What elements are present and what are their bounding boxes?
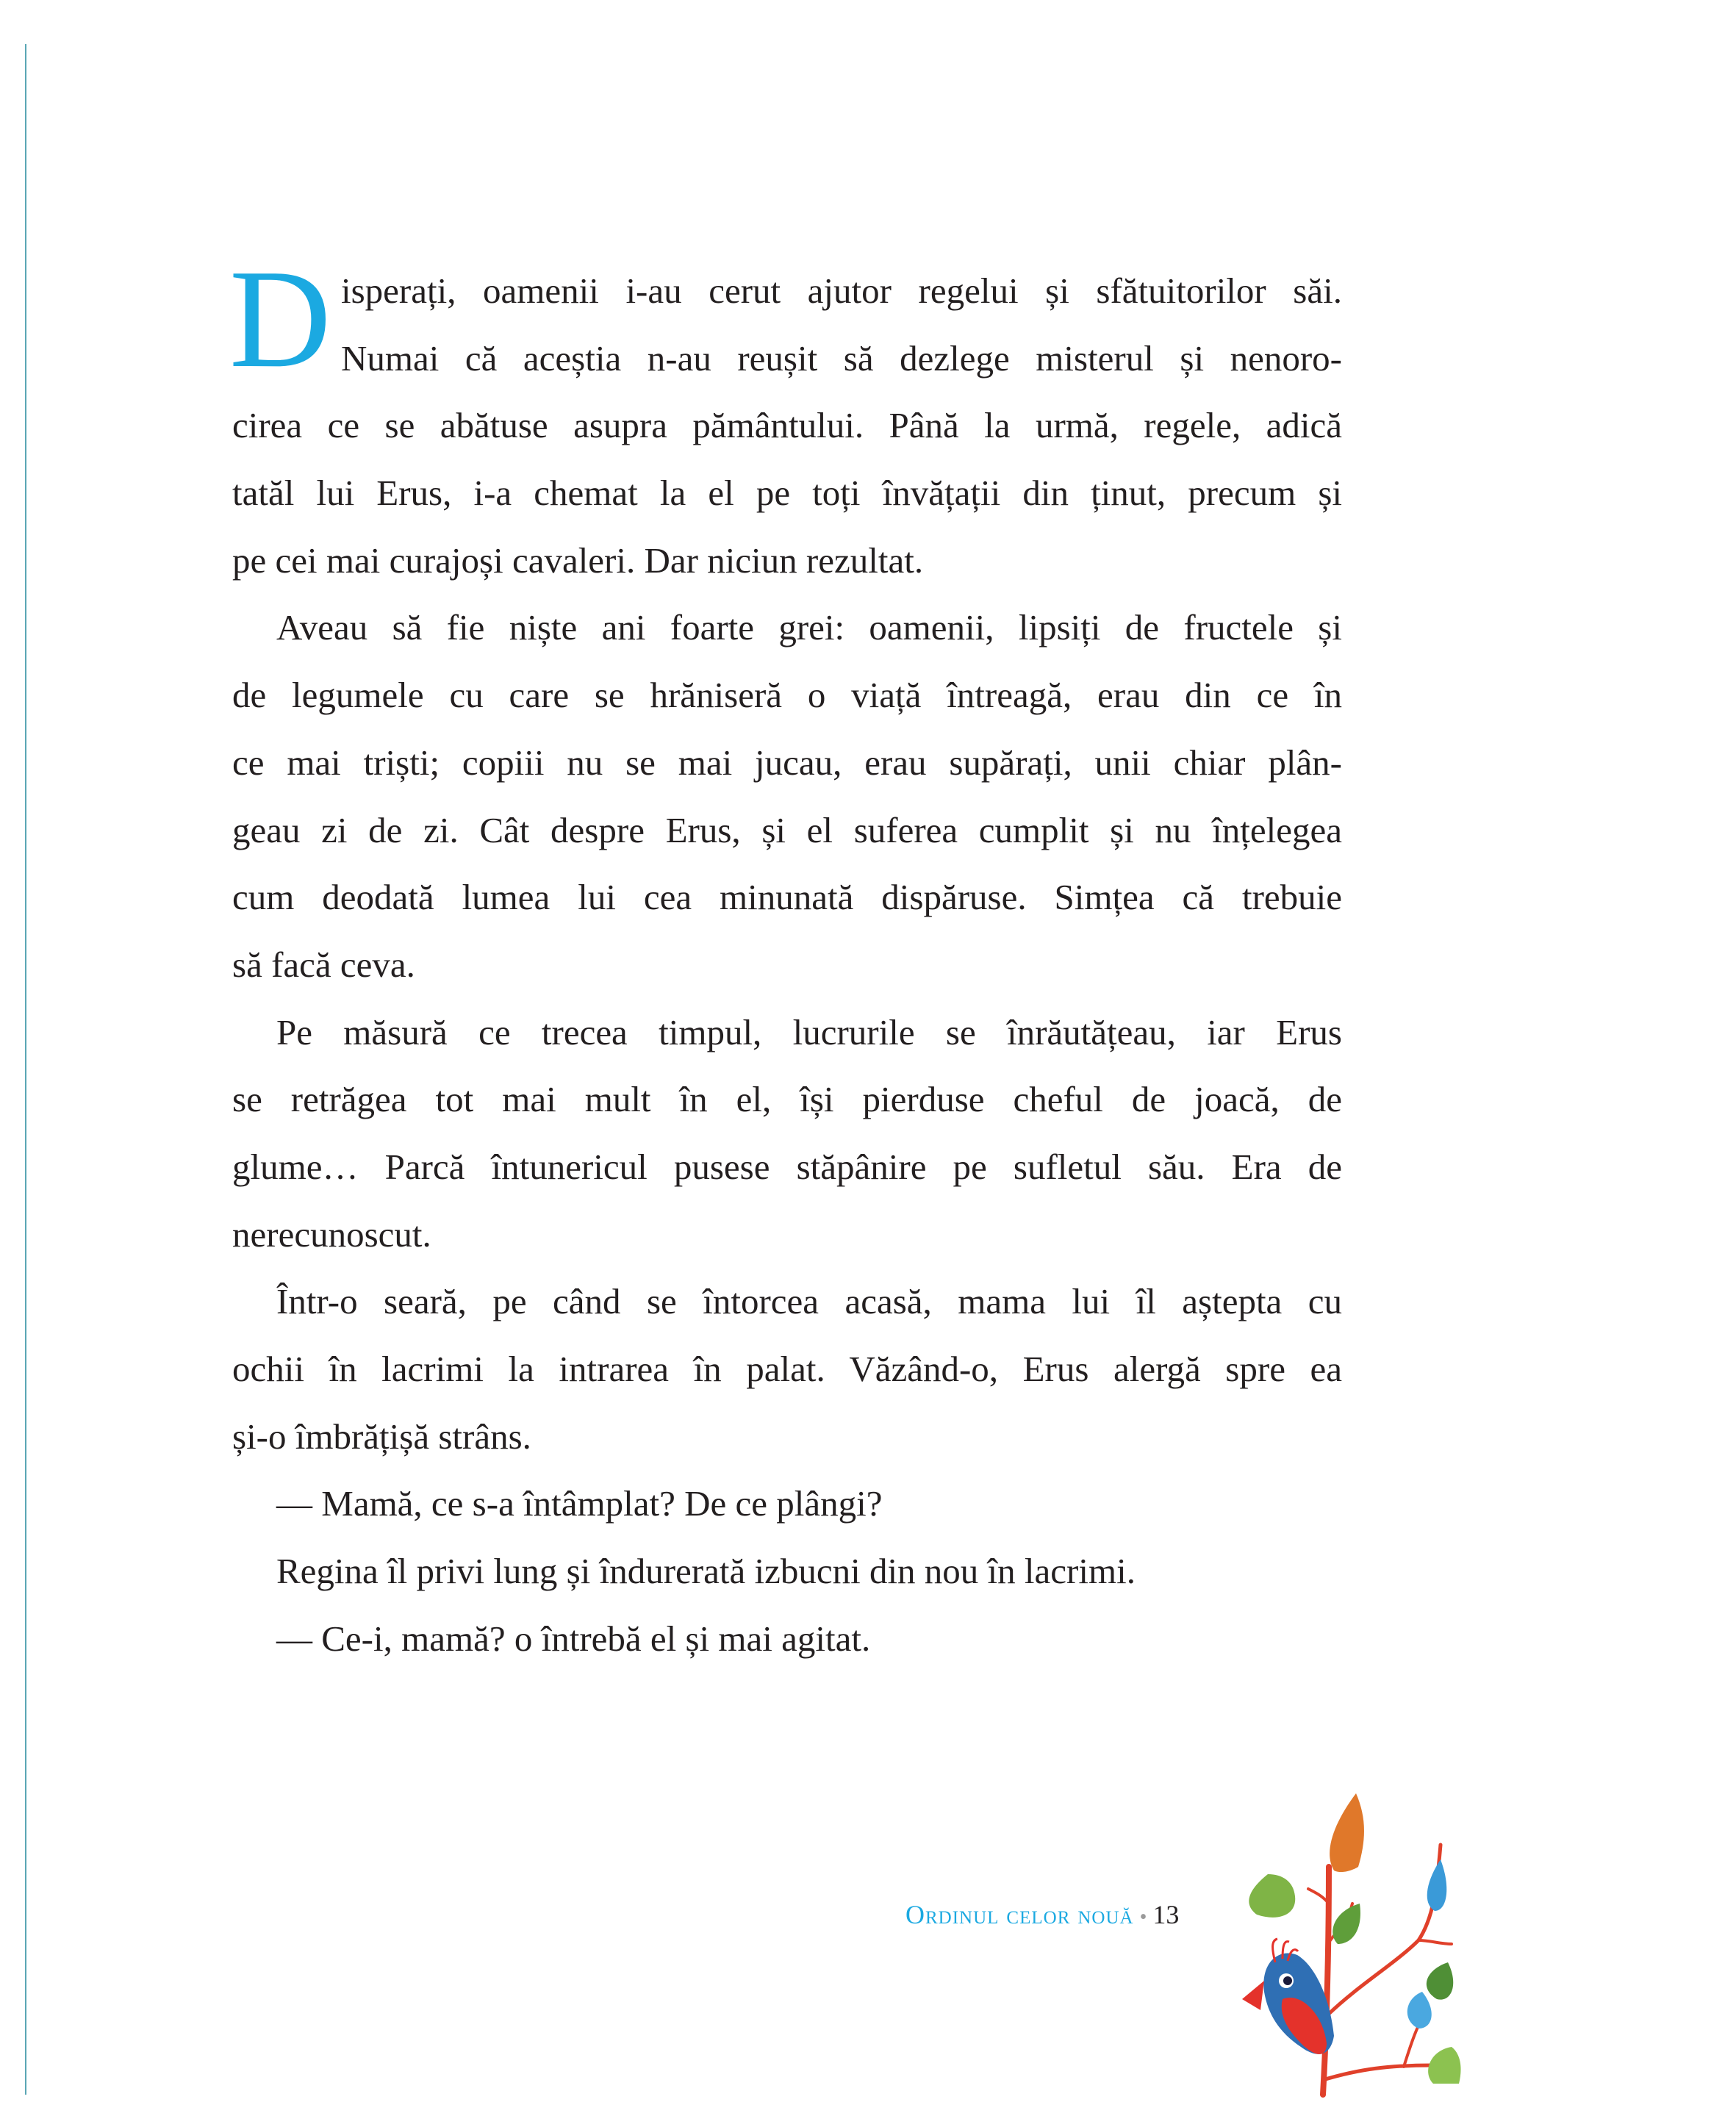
leaf-green bbox=[1428, 2047, 1460, 2084]
text-line: Regina îl privi lung și îndurerată izbucni din nou în lacrimi. bbox=[276, 1551, 1136, 1592]
page-number: 13 bbox=[1152, 1900, 1180, 1929]
text-line: nerecunoscut. bbox=[232, 1213, 431, 1255]
leaf-orange bbox=[1330, 1793, 1364, 1872]
footer-separator: • bbox=[1139, 1906, 1147, 1929]
text-line: cum deodată lumea lui cea minunată dispăruse. Simțea că trebuie bbox=[232, 877, 1342, 918]
text-line: ce mai triști; copiii nu se mai jucau, erau supărați, unii chiar plân- bbox=[232, 742, 1342, 783]
leaf-green bbox=[1333, 1904, 1360, 1944]
text-line: să facă ceva. bbox=[232, 944, 415, 985]
text-line: Într-o seară, pe când se întorcea acasă, mama lui îl aștepta cu bbox=[276, 1281, 1342, 1322]
leaf-green bbox=[1427, 1962, 1453, 2000]
leaf-blue bbox=[1427, 1859, 1447, 1911]
text-line: isperați, oamenii i-au cerut ajutor regelui și sfătuitorilor săi. bbox=[341, 270, 1342, 311]
text-line: ochii în lacrimi la intrarea în palat. Văzând-o, Erus alergă spre ea bbox=[232, 1349, 1342, 1389]
text-line: pe cei mai curajoși cavaleri. Dar niciun rezultat. bbox=[232, 539, 924, 581]
leaf-green bbox=[1249, 1874, 1295, 1918]
margin-line bbox=[25, 44, 26, 2095]
text-line: se retrăgea tot mai mult în el, își pierduse cheful de joacă, de bbox=[232, 1079, 1342, 1120]
text-line: de legumele cu care se hrăniseră o viață întreagă, erau din ce în bbox=[232, 675, 1342, 716]
text-line: glume… Parcă întunericul pusese stăpânire pe sufletul său. Era de bbox=[232, 1146, 1342, 1187]
running-title: Ordinul celor nouă bbox=[905, 1900, 1134, 1929]
bird bbox=[1242, 1939, 1334, 2054]
bird-branch-illustration bbox=[1242, 1793, 1492, 2102]
text-line: cirea ce se abătuse asupra pământului. Până la urmă, regele, adică bbox=[232, 405, 1342, 446]
text-line: tatăl lui Erus, i-a chemat la el pe toți învățații din ținut, precum și bbox=[232, 473, 1342, 514]
text-line: și-o îmbrățișă strâns. bbox=[232, 1416, 531, 1457]
drop-cap: D bbox=[229, 240, 331, 397]
text-line: Pe măsură ce trecea timpul, lucrurile se înrăutățeau, iar Erus bbox=[276, 1011, 1342, 1052]
leaf-blue bbox=[1407, 1992, 1432, 2029]
text-line: geau zi de zi. Cât despre Erus, și el suferea cumplit și nu înțelegea bbox=[232, 809, 1342, 850]
body-text bbox=[232, 257, 1342, 1672]
text-line: — Ce-i, mamă? o întrebă el și mai agitat. bbox=[276, 1618, 871, 1659]
text-line: Numai că aceștia n-au reușit să dezlege misterul și nenoro- bbox=[341, 337, 1342, 379]
text-line: Aveau să fie niște ani foarte grei: oamenii, lipsiți de fructele și bbox=[276, 607, 1342, 648]
text-line: — Mamă, ce s-a întâmplat? De ce plângi? bbox=[276, 1483, 883, 1524]
page-footer bbox=[905, 1896, 1179, 1936]
